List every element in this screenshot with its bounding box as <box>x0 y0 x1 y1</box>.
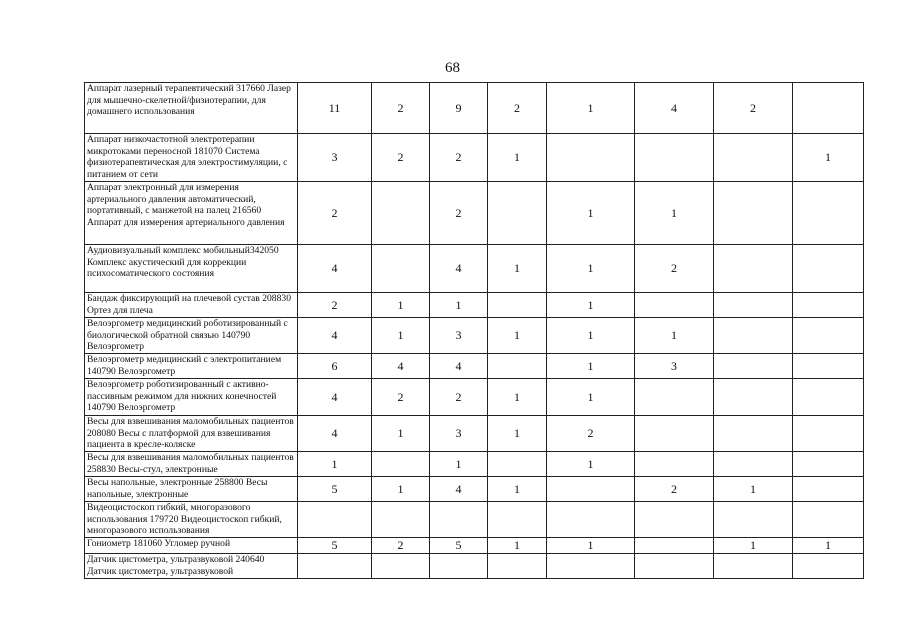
quantity-cell: 1 <box>547 182 635 245</box>
quantity-cell <box>793 502 864 538</box>
quantity-cell: 3 <box>298 134 372 182</box>
quantity-cell: 1 <box>488 477 547 502</box>
equipment-name-cell: Аппарат электронный для измерения артериального давления автоматический, портативный, с манжетой на палец 216560 Аппарат для измерения артериального давления <box>85 182 298 245</box>
quantity-cell <box>547 134 635 182</box>
quantity-cell <box>793 182 864 245</box>
quantity-cell <box>488 293 547 318</box>
quantity-cell: 4 <box>430 477 488 502</box>
table-row <box>85 554 864 579</box>
quantity-cell: 5 <box>298 477 372 502</box>
quantity-cell: 2 <box>298 182 372 245</box>
quantity-cell: 2 <box>298 293 372 318</box>
quantity-cell <box>488 554 547 579</box>
quantity-cell <box>372 245 430 293</box>
quantity-cell: 1 <box>372 477 430 502</box>
quantity-cell: 1 <box>635 318 714 354</box>
quantity-cell: 1 <box>488 134 547 182</box>
table-row <box>85 182 864 245</box>
table-row <box>85 502 864 538</box>
quantity-cell: 4 <box>298 416 372 452</box>
quantity-cell: 5 <box>298 538 372 554</box>
quantity-cell <box>793 379 864 416</box>
quantity-cell: 9 <box>430 83 488 134</box>
equipment-table <box>84 82 864 579</box>
equipment-name-cell: Бандаж фиксирующий на плечевой сустав 208830 Ортез для плеча <box>85 293 298 318</box>
quantity-cell <box>547 477 635 502</box>
quantity-cell: 1 <box>547 354 635 379</box>
quantity-cell: 1 <box>714 477 793 502</box>
quantity-cell <box>635 502 714 538</box>
quantity-cell: 2 <box>430 379 488 416</box>
table-row <box>85 134 864 182</box>
quantity-cell <box>298 502 372 538</box>
quantity-cell: 1 <box>372 318 430 354</box>
quantity-cell: 2 <box>714 83 793 134</box>
quantity-cell <box>635 416 714 452</box>
quantity-cell <box>488 502 547 538</box>
quantity-cell <box>488 452 547 477</box>
quantity-cell: 1 <box>488 416 547 452</box>
quantity-cell: 1 <box>793 538 864 554</box>
quantity-cell: 11 <box>298 83 372 134</box>
quantity-cell <box>488 182 547 245</box>
quantity-cell <box>488 354 547 379</box>
table-row <box>85 293 864 318</box>
quantity-cell <box>793 245 864 293</box>
equipment-name-cell: Аудиовизуальный комплекс мобильный342050 Комплекс акустический для коррекции психосоматического состояния <box>85 245 298 293</box>
quantity-cell: 4 <box>298 318 372 354</box>
quantity-cell: 4 <box>298 245 372 293</box>
quantity-cell: 2 <box>372 538 430 554</box>
table-row <box>85 83 864 134</box>
quantity-cell <box>372 502 430 538</box>
quantity-cell <box>372 452 430 477</box>
quantity-cell: 2 <box>372 134 430 182</box>
quantity-cell: 1 <box>430 452 488 477</box>
equipment-name-cell: Весы напольные, электронные 258800 Весы напольные, электронные <box>85 477 298 502</box>
quantity-cell: 1 <box>714 538 793 554</box>
table-body <box>85 83 864 579</box>
equipment-name-cell: Датчик цистометра, ультразвуковой 240640 Датчик цистометра, ультразвуковой <box>85 554 298 579</box>
table-row <box>85 245 864 293</box>
quantity-cell <box>793 354 864 379</box>
table-row <box>85 354 864 379</box>
quantity-cell <box>714 318 793 354</box>
quantity-cell: 1 <box>547 245 635 293</box>
quantity-cell <box>793 293 864 318</box>
quantity-cell: 3 <box>430 318 488 354</box>
quantity-cell: 4 <box>372 354 430 379</box>
quantity-cell: 1 <box>430 293 488 318</box>
quantity-cell <box>714 182 793 245</box>
quantity-cell: 1 <box>372 293 430 318</box>
quantity-cell <box>635 379 714 416</box>
quantity-cell: 4 <box>298 379 372 416</box>
equipment-name-cell: Аппарат низкочастотной электротерапии микротоками переносной 181070 Система физиотерапевтическая для электростимуляции, с питанием от сети <box>85 134 298 182</box>
quantity-cell <box>635 293 714 318</box>
quantity-cell <box>430 502 488 538</box>
quantity-cell: 2 <box>372 379 430 416</box>
quantity-cell <box>298 554 372 579</box>
quantity-cell <box>547 502 635 538</box>
quantity-cell: 2 <box>372 83 430 134</box>
quantity-cell: 1 <box>547 293 635 318</box>
quantity-cell: 1 <box>488 379 547 416</box>
quantity-cell: 4 <box>430 245 488 293</box>
quantity-cell: 6 <box>298 354 372 379</box>
quantity-cell: 1 <box>547 318 635 354</box>
quantity-cell <box>714 354 793 379</box>
quantity-cell: 1 <box>488 318 547 354</box>
quantity-cell: 3 <box>430 416 488 452</box>
equipment-name-cell: Весы для взвешивания маломобильных пациентов 258830 Весы-стул, электронные <box>85 452 298 477</box>
table-row <box>85 379 864 416</box>
quantity-cell <box>793 554 864 579</box>
quantity-cell: 1 <box>547 379 635 416</box>
quantity-cell: 4 <box>635 83 714 134</box>
quantity-cell: 2 <box>635 245 714 293</box>
quantity-cell <box>714 502 793 538</box>
quantity-cell <box>793 477 864 502</box>
quantity-cell <box>635 538 714 554</box>
quantity-cell <box>635 452 714 477</box>
quantity-cell <box>372 554 430 579</box>
quantity-cell <box>714 379 793 416</box>
quantity-cell <box>793 452 864 477</box>
quantity-cell <box>372 182 430 245</box>
quantity-cell: 1 <box>793 134 864 182</box>
quantity-cell: 2 <box>488 83 547 134</box>
quantity-cell: 2 <box>430 182 488 245</box>
quantity-cell <box>714 245 793 293</box>
table-row <box>85 538 864 554</box>
equipment-name-cell: Гониометр 181060 Угломер ручной <box>85 538 298 554</box>
equipment-name-cell: Велоэргометр медицинский с электропитанием 140790 Велоэргометр <box>85 354 298 379</box>
quantity-cell: 3 <box>635 354 714 379</box>
quantity-cell: 1 <box>372 416 430 452</box>
quantity-cell <box>635 554 714 579</box>
quantity-cell: 1 <box>547 538 635 554</box>
quantity-cell <box>793 318 864 354</box>
equipment-name-cell: Велоэргометр медицинский роботизированный с биологической обратной связью 140790 Велоэргометр <box>85 318 298 354</box>
quantity-cell <box>635 134 714 182</box>
quantity-cell: 2 <box>547 416 635 452</box>
quantity-cell <box>793 83 864 134</box>
quantity-cell <box>793 416 864 452</box>
table-row <box>85 318 864 354</box>
quantity-cell <box>430 554 488 579</box>
equipment-name-cell: Велоэргометр роботизированный с активно-пассивным режимом для нижних конечностей 140790 Велоэргометр <box>85 379 298 416</box>
quantity-cell <box>714 554 793 579</box>
quantity-cell <box>714 134 793 182</box>
quantity-cell <box>714 293 793 318</box>
table-row <box>85 452 864 477</box>
quantity-cell <box>714 452 793 477</box>
quantity-cell: 2 <box>430 134 488 182</box>
equipment-name-cell: Аппарат лазерный терапевтический 317660 Лазер для мышечно-скелетной/физиотерапии, для домашнего использования <box>85 83 298 134</box>
page-number: 68 <box>445 60 460 76</box>
table-row <box>85 477 864 502</box>
quantity-cell: 1 <box>488 245 547 293</box>
quantity-cell: 1 <box>298 452 372 477</box>
quantity-cell: 1 <box>488 538 547 554</box>
table-row <box>85 416 864 452</box>
quantity-cell: 1 <box>547 83 635 134</box>
quantity-cell: 1 <box>547 452 635 477</box>
quantity-cell: 2 <box>635 477 714 502</box>
equipment-name-cell: Видеоцистоскоп гибкий, многоразового использования 179720 Видеоцистоскоп гибкий, многоразового использования <box>85 502 298 538</box>
quantity-cell <box>714 416 793 452</box>
quantity-cell <box>547 554 635 579</box>
equipment-name-cell: Весы для взвешивания маломобильных пациентов 208080 Весы с платформой для взвешивания пациента в кресле-коляске <box>85 416 298 452</box>
quantity-cell: 4 <box>430 354 488 379</box>
quantity-cell: 1 <box>635 182 714 245</box>
quantity-cell: 5 <box>430 538 488 554</box>
